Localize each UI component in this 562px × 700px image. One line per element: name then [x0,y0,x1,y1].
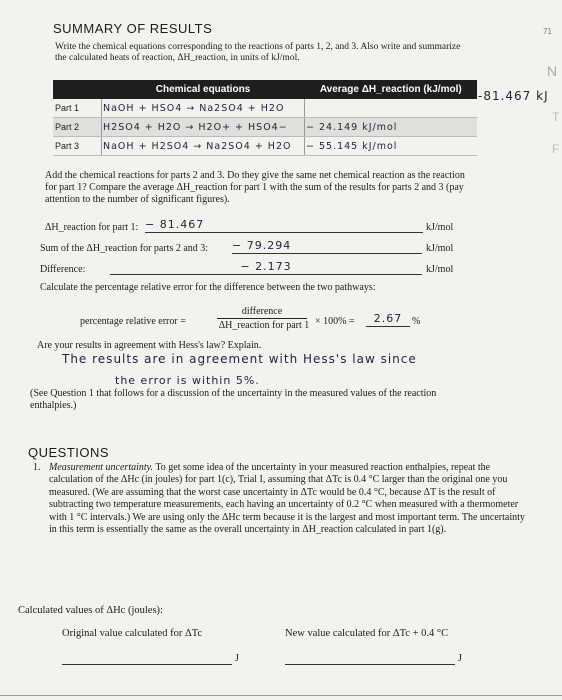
formula-lead: percentage relative error = [80,316,186,327]
page-number: 71 [543,27,552,36]
percent-unit: % [412,316,421,327]
summary-intro: Write the chemical equations corresponding to the reactions of parts 1, 2, and 3. Also write and summarize the calculated heats of reaction, ΔH_reaction, in units of kJ/mol. [55,42,461,63]
joule-unit: J [235,653,239,664]
difference-label: Difference: [40,264,86,275]
question-1 [33,462,533,536]
hess-question: Are your results in agreement with Hess's law? Explain. [37,340,262,351]
formula-numerator: difference [217,306,307,319]
questions-heading: QUESTIONS [28,445,110,460]
sum-value-field[interactable]: − 79.294 [232,239,422,254]
question-1-body [49,462,533,536]
row-label: Part 2 [53,118,102,137]
results-table [53,80,477,156]
margin-mark: N [547,63,558,79]
average-cell[interactable]: − 55.145 kJ/mol [305,137,478,156]
question-1-title: Measurement uncertainty. [49,462,154,473]
unit-label: kJ/mol [426,264,454,275]
part1-value-field[interactable]: − 81.467 [145,218,423,233]
calc-values-label: Calculated values of ΔHc (joules): [18,605,163,616]
page-bottom-rule [0,695,562,696]
equation-cell[interactable]: NaOH + H2SO4 → Na2SO4 + H2O [102,137,305,156]
hess-answer-line-2[interactable]: the error is within 5%. [115,374,260,387]
row-label: Part 1 [53,99,102,118]
table-row [53,99,477,118]
average-cell[interactable]: − 24.149 kJ/mol [305,118,478,137]
question-1-text: To get some idea of the uncertainty in your measured reaction enthalpies, repeat the calculation of the ΔHc (in joules) for part 1(c), Trial I, assuming that ΔTc is 0.4 °C larger than the original one you measured. (We are assuming that the worst case uncertainty in ΔTc would be 0.4 °C, because ΔT is the result of subtracting two temperature measurements, each having an uncertainty of 0.2 °C when measured with a thermometer with 1 °C intervals.) We are using only the ΔHc term because it is the largest and most important term. The uncertainty in this term is essentially the same as the overall uncertainty in ΔH_reaction calculated in part 1(g). [49,462,525,536]
difference-value-field[interactable]: − 2.173 [110,260,422,275]
part1-label: ΔH_reaction for part 1: [45,222,139,233]
hess-answer-line-1[interactable]: The results are in agreement with Hess's law since [62,352,417,366]
percent-error-field[interactable]: 2.67 [366,312,410,327]
comparison-instructions: Add the chemical reactions for parts 2 and 3. Do they give the same net chemical reaction as the reaction for part 1? Compare the average ΔH_reaction for part 1 with the sum of the results for parts 2 and 3 (pay attention to the number of significant figures). [45,170,465,205]
new-value-field[interactable] [285,663,455,665]
table-row [53,118,477,137]
table-header-row [53,80,477,99]
margin-mark: F [552,142,560,156]
sum-label: Sum of the ΔH_reaction for parts 2 and 3: [40,243,209,254]
average-cell[interactable] [305,99,478,118]
col-average-header: Average ΔH_reaction (kJ/mol) [305,80,478,99]
unit-label: kJ/mol [426,222,454,233]
col-equations-header: Chemical equations [102,80,305,99]
summary-heading: SUMMARY OF RESULTS [53,21,213,36]
question-number: 1. [33,462,41,473]
calc-instruction: Calculate the percentage relative error for the difference between the two pathways: [40,282,376,293]
equation-cell[interactable]: H2SO4 + H2O → H2O+ + HSO4− [102,118,305,137]
equation-cell[interactable]: NaOH + HSO4 → Na2SO4 + H2O [102,99,305,118]
original-value-label: Original value calculated for ΔTc [62,628,203,639]
formula-denominator: ΔH_reaction for part 1 [218,320,310,331]
row-label: Part 3 [53,137,102,156]
margin-mark: T [552,110,560,124]
margin-note: -81.467 kJ [478,89,549,103]
see-question-note: (See Question 1 that follows for a discussion of the uncertainty in the measured values of the reaction enthalpies.) [30,388,437,411]
table-row [53,137,477,156]
original-value-field[interactable] [62,663,232,665]
unit-label: kJ/mol [426,243,454,254]
formula-tail: × 100% = [315,316,355,327]
joule-unit: J [458,653,462,664]
new-value-label: New value calculated for ΔTc + 0.4 °C [285,628,449,639]
